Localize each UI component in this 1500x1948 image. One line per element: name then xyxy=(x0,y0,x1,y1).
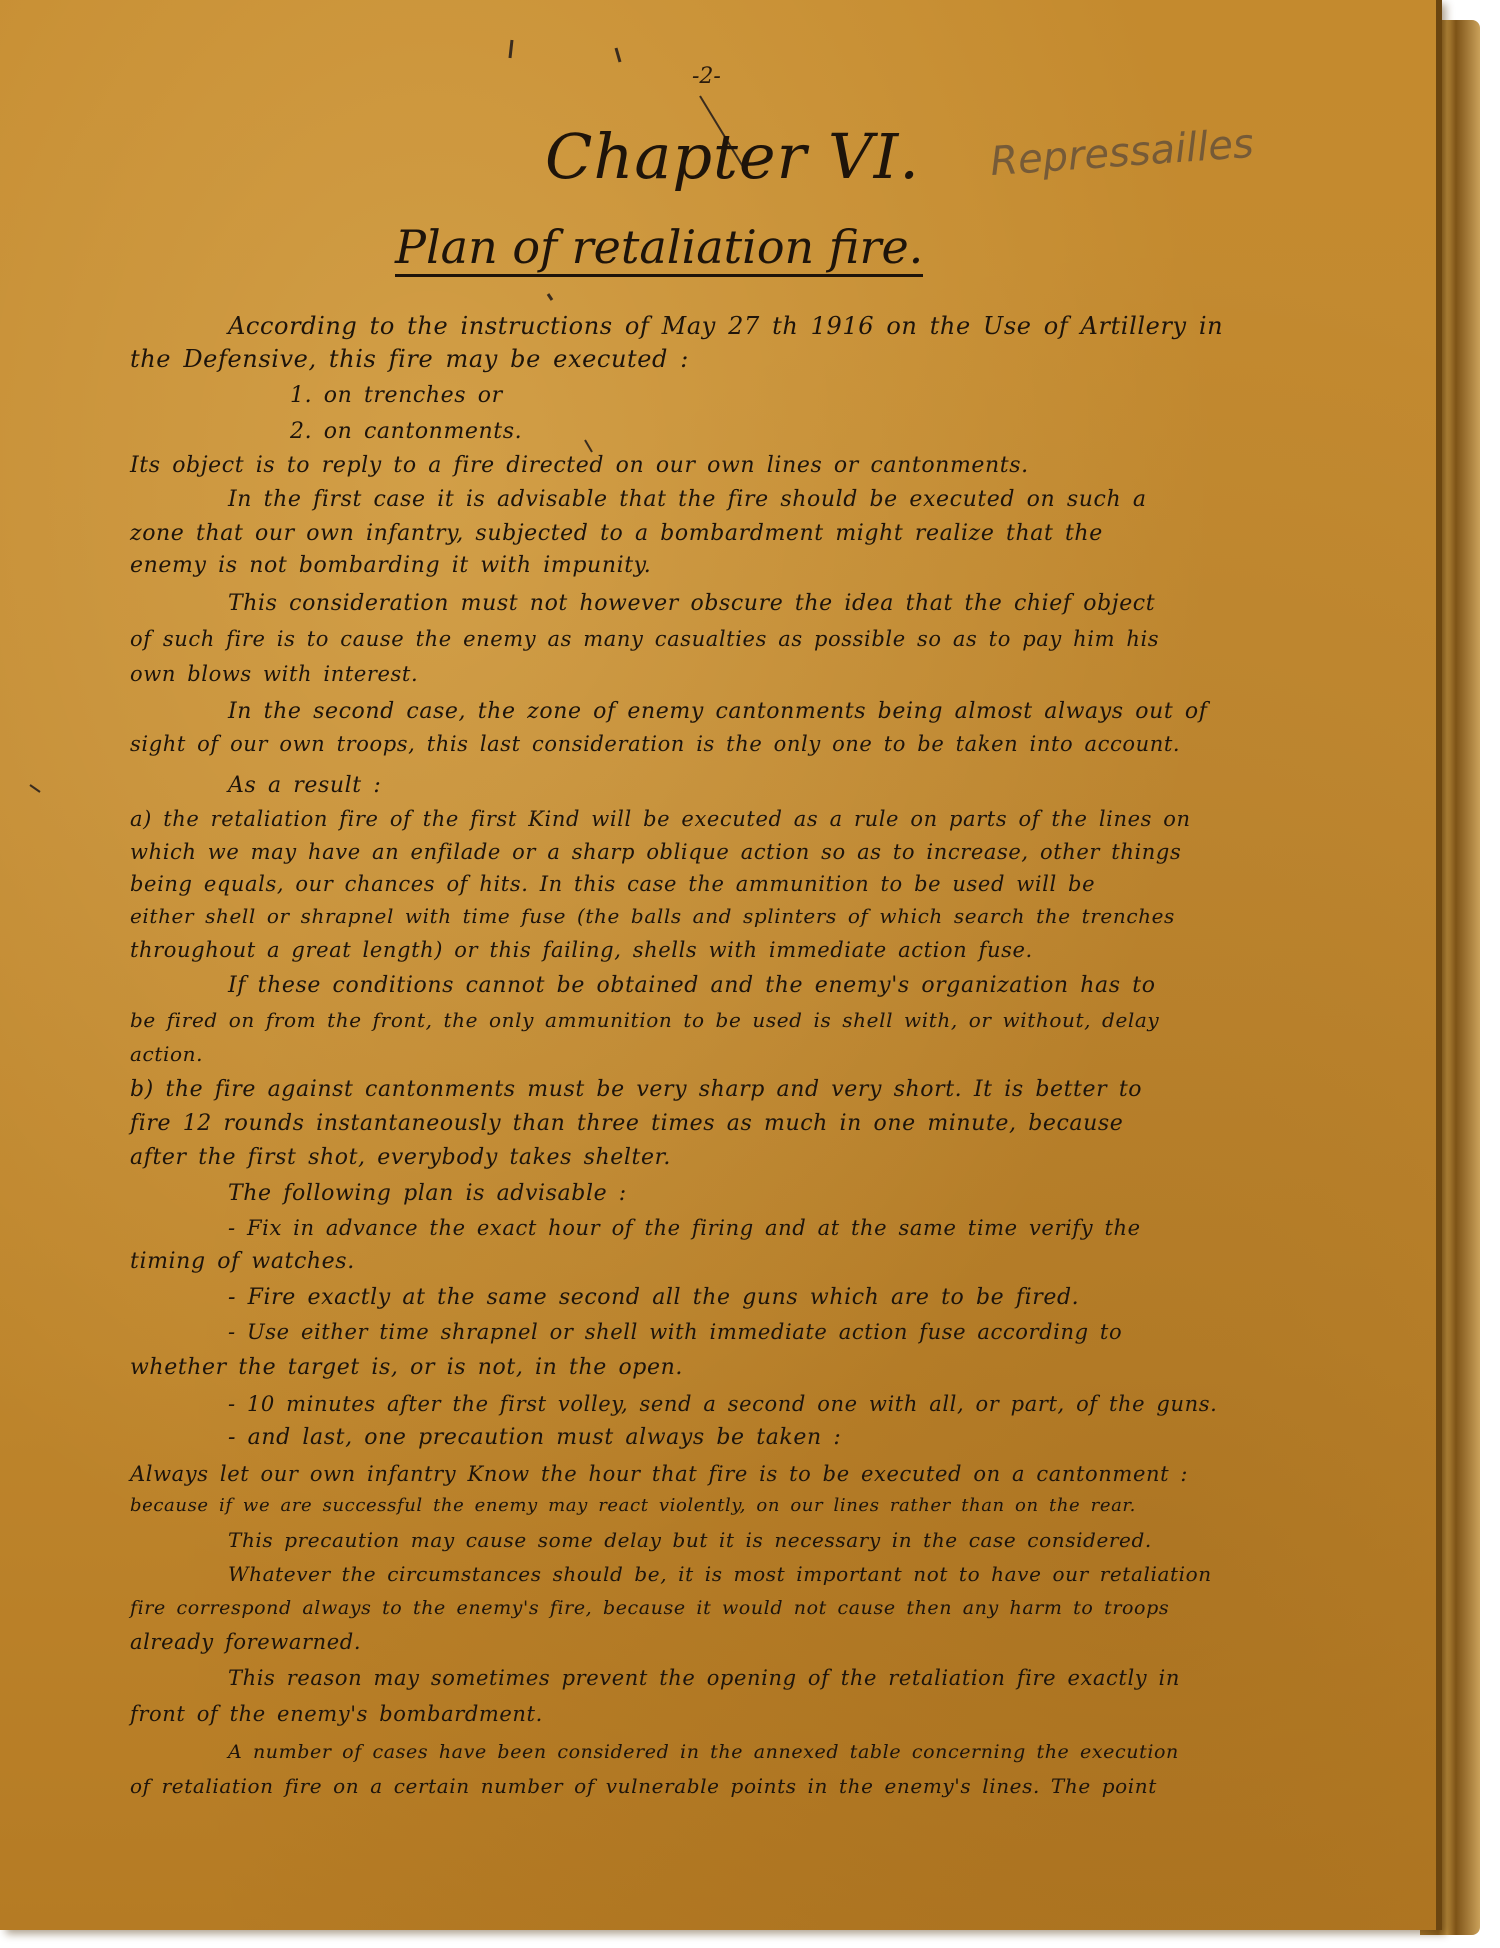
text-line: sight of our own troops, this last consideration is the only one to be taken into account. xyxy=(130,732,1181,756)
text-line: after the first shot, everybody takes shelter. xyxy=(130,1145,671,1170)
text-line: zone that our own infantry, subjected to a bombardment might realize that the xyxy=(130,521,1103,546)
text-line: throughout a great length) or this failing, shells with immediate action fuse. xyxy=(130,938,1033,962)
text-line: 1. on trenches or xyxy=(290,383,503,408)
text-line: According to the instructions of May 27 th 1916 on the Use of Artillery in xyxy=(228,312,1224,340)
text-line: fire correspond always to the enemy's fire, because it would not cause then any harm to troops xyxy=(130,1597,1170,1619)
text-line: whether the target is, or is not, in the open. xyxy=(130,1355,683,1380)
text-line: Whatever the circumstances should be, it is most important not to have our retaliation xyxy=(228,1562,1212,1586)
text-line: enemy is not bombarding it with impunity. xyxy=(130,553,652,578)
text-line: own blows with interest. xyxy=(130,662,419,686)
text-line: which we may have an enfilade or a sharp oblique action so as to increase, other things xyxy=(130,840,1182,864)
text-line: This consideration must not however obscure the idea that the chief object xyxy=(228,591,1156,616)
page-folio: -2- xyxy=(692,64,721,89)
text-line: being equals, our chances of hits. In this case the ammunition to be used will be xyxy=(130,872,1096,896)
text-line: A number of cases have been considered in the annexed table concerning the execution xyxy=(228,1741,1179,1763)
text-line: timing of watches. xyxy=(130,1249,355,1274)
paper-edge xyxy=(1436,0,1442,1930)
text-line: the Defensive, this fire may be executed : xyxy=(130,345,689,373)
text-line: already forewarned. xyxy=(130,1630,362,1654)
text-line: Always let our own infantry Know the hour that fire is to be executed on a cantonment : xyxy=(130,1462,1189,1486)
text-line: In the second case, the zone of enemy cantonments being almost always out of xyxy=(228,699,1208,724)
text-line: fire 12 rounds instantaneously than three times as much in one minute, because xyxy=(130,1111,1124,1136)
text-line: In the first case it is advisable that the fire should be executed on such a xyxy=(228,487,1147,512)
text-line: because if we are successful the enemy may react violently, on our lines rather than on the rear. xyxy=(130,1495,1136,1516)
text-line: - Fire exactly at the same second all the guns which are to be fired. xyxy=(228,1285,1080,1310)
text-line: Its object is to reply to a fire directed on our own lines or cantonments. xyxy=(130,453,1029,478)
text-line: be fired on from the front, the only ammunition to be used is shell with, or without, delay xyxy=(130,1008,1160,1032)
text-line: The following plan is advisable : xyxy=(228,1181,627,1206)
text-line: This reason may sometimes prevent the opening of the retaliation fire exactly in xyxy=(228,1666,1180,1690)
text-line: - 10 minutes after the first volley, send a second one with all, or part, of the guns. xyxy=(228,1392,1218,1416)
text-line: If these conditions cannot be obtained and the enemy's organization has to xyxy=(228,973,1156,998)
text-line: front of the enemy's bombardment. xyxy=(130,1702,543,1726)
text-line: - Fix in advance the exact hour of the firing and at the same time verify the xyxy=(228,1216,1141,1240)
text-line: a) the retaliation fire of the first Kind will be executed as a rule on parts of the lines on xyxy=(130,807,1191,831)
chapter-subtitle: Plan of retaliation fire. xyxy=(395,222,923,277)
text-line: 2. on cantonments. xyxy=(290,419,523,444)
pencil-annotation: Repressailles xyxy=(988,120,1256,186)
chapter-title: Chapter VI. xyxy=(545,120,920,193)
text-line: - and last, one precaution must always be taken : xyxy=(228,1425,842,1450)
text-line: As a result : xyxy=(228,773,382,798)
text-line: - Use either time shrapnel or shell with immediate action fuse according to xyxy=(228,1320,1123,1344)
text-line: b) the fire against cantonments must be very sharp and very short. It is better to xyxy=(130,1077,1143,1102)
text-line: This precaution may cause some delay but it is necessary in the case considered. xyxy=(228,1528,1152,1552)
text-line: of retaliation fire on a certain number of vulnerable points in the enemy's lines. The point xyxy=(130,1774,1157,1798)
text-line: of such fire is to cause the enemy as many casualties as possible so as to pay him his xyxy=(130,627,1160,651)
text-line: action. xyxy=(130,1042,204,1066)
text-line: either shell or shrapnel with time fuse (the balls and splinters of which search the trenches xyxy=(130,904,1175,928)
